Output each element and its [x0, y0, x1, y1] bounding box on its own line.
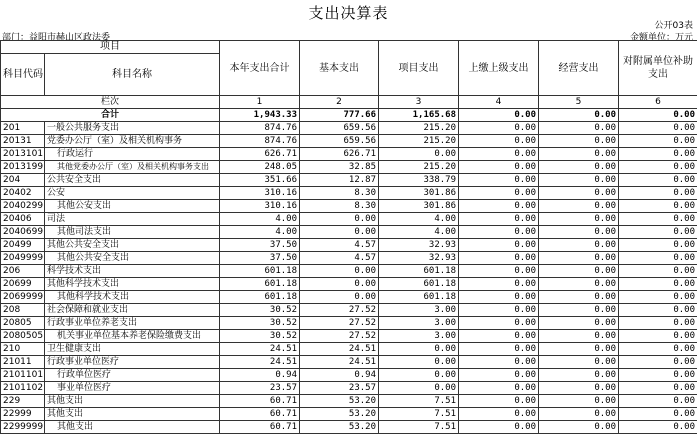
- row-business: 0.00: [539, 356, 619, 369]
- row-total: 626.71: [220, 148, 300, 161]
- table-row: [1, 317, 697, 330]
- table-row: [1, 187, 697, 200]
- row-project: 7.51: [379, 408, 459, 421]
- row-upper: 0.00: [459, 395, 539, 408]
- row-total: 60.71: [220, 421, 300, 434]
- index-2: 2: [300, 96, 379, 109]
- row-basic: 24.51: [300, 356, 379, 369]
- row-project: 3.00: [379, 330, 459, 343]
- row-code: 2101102: [1, 382, 45, 395]
- row-business: 0.00: [539, 304, 619, 317]
- index-5: 5: [539, 96, 619, 109]
- row-total: 24.51: [220, 343, 300, 356]
- row-total: 30.52: [220, 304, 300, 317]
- row-project: 601.18: [379, 291, 459, 304]
- row-total: 310.16: [220, 187, 300, 200]
- row-total: 37.50: [220, 239, 300, 252]
- row-basic: 23.57: [300, 382, 379, 395]
- header-total: 本年支出合计: [220, 41, 300, 96]
- row-total: 0.94: [220, 369, 300, 382]
- row-project: 3.00: [379, 317, 459, 330]
- row-business: 0.00: [539, 395, 619, 408]
- row-subsidy: 0.00: [619, 265, 697, 278]
- index-6: 6: [619, 96, 697, 109]
- row-code: 2069999: [1, 291, 45, 304]
- row-business: 0.00: [539, 317, 619, 330]
- row-upper: 0.00: [459, 421, 539, 434]
- row-name: 其他公共安全支出: [45, 252, 220, 265]
- total-v3: 1,165.68: [379, 109, 459, 122]
- row-business: 0.00: [539, 330, 619, 343]
- row-subsidy: 0.00: [619, 330, 697, 343]
- table-row: [1, 382, 697, 395]
- row-project: 0.00: [379, 343, 459, 356]
- row-name: 其他公共安全支出: [45, 239, 220, 252]
- row-basic: 53.20: [300, 408, 379, 421]
- row-business: 0.00: [539, 161, 619, 174]
- row-subsidy: 0.00: [619, 395, 697, 408]
- row-project: 601.18: [379, 278, 459, 291]
- row-basic: 8.30: [300, 200, 379, 213]
- row-subsidy: 0.00: [619, 369, 697, 382]
- row-basic: 659.56: [300, 135, 379, 148]
- row-upper: 0.00: [459, 382, 539, 395]
- row-project: 4.00: [379, 213, 459, 226]
- row-upper: 0.00: [459, 330, 539, 343]
- row-business: 0.00: [539, 239, 619, 252]
- index-3: 3: [379, 96, 459, 109]
- row-code: 206: [1, 265, 45, 278]
- header-upper: 上缴上级支出: [459, 41, 539, 96]
- row-basic: 659.56: [300, 122, 379, 135]
- row-code: 22999: [1, 408, 45, 421]
- row-basic: 27.52: [300, 330, 379, 343]
- row-business: 0.00: [539, 408, 619, 421]
- row-name: 其他公安支出: [45, 200, 220, 213]
- row-subsidy: 0.00: [619, 278, 697, 291]
- row-subsidy: 0.00: [619, 291, 697, 304]
- row-code: 20805: [1, 317, 45, 330]
- row-code: 2101101: [1, 369, 45, 382]
- row-upper: 0.00: [459, 356, 539, 369]
- row-name: 其他司法支出: [45, 226, 220, 239]
- row-name: 社会保障和就业支出: [45, 304, 220, 317]
- header-business: 经营支出: [539, 41, 619, 96]
- row-business: 0.00: [539, 200, 619, 213]
- row-business: 0.00: [539, 369, 619, 382]
- row-upper: 0.00: [459, 369, 539, 382]
- department-label: 部门：益阳市赫山区政法委: [2, 33, 111, 43]
- row-upper: 0.00: [459, 187, 539, 200]
- row-project: 215.20: [379, 122, 459, 135]
- table-row: [1, 239, 697, 252]
- row-basic: 53.20: [300, 421, 379, 434]
- row-name: 机关事业单位基本养老保险缴费支出: [45, 330, 220, 343]
- table-row: [1, 122, 697, 135]
- row-project: 301.86: [379, 187, 459, 200]
- row-basic: 626.71: [300, 148, 379, 161]
- row-business: 0.00: [539, 187, 619, 200]
- row-code: 2049999: [1, 252, 45, 265]
- row-code: 204: [1, 174, 45, 187]
- row-project: 0.00: [379, 369, 459, 382]
- row-name: 行政运行: [45, 148, 220, 161]
- row-business: 0.00: [539, 265, 619, 278]
- row-code: 2013199: [1, 161, 45, 174]
- row-upper: 0.00: [459, 161, 539, 174]
- row-total: 30.52: [220, 317, 300, 330]
- row-basic: 0.00: [300, 226, 379, 239]
- row-subsidy: 0.00: [619, 148, 697, 161]
- row-business: 0.00: [539, 174, 619, 187]
- table-row: [1, 278, 697, 291]
- row-code: 20499: [1, 239, 45, 252]
- row-code: 20402: [1, 187, 45, 200]
- row-code: 208: [1, 304, 45, 317]
- table-row: [1, 356, 697, 369]
- index-4: 4: [459, 96, 539, 109]
- row-name: 其他科学技术支出: [45, 291, 220, 304]
- row-subsidy: 0.00: [619, 135, 697, 148]
- table-row: [1, 395, 697, 408]
- row-subsidy: 0.00: [619, 317, 697, 330]
- row-name: 卫生健康支出: [45, 343, 220, 356]
- row-project: 215.20: [379, 135, 459, 148]
- row-upper: 0.00: [459, 122, 539, 135]
- row-business: 0.00: [539, 343, 619, 356]
- row-project: 32.93: [379, 239, 459, 252]
- row-project: 0.00: [379, 356, 459, 369]
- table-row: [1, 213, 697, 226]
- row-basic: 27.52: [300, 317, 379, 330]
- row-project: 215.20: [379, 161, 459, 174]
- row-basic: 0.94: [300, 369, 379, 382]
- row-upper: 0.00: [459, 317, 539, 330]
- table-row: [1, 408, 697, 421]
- row-code: 2080505: [1, 330, 45, 343]
- row-subsidy: 0.00: [619, 421, 697, 434]
- table-row: [1, 161, 697, 174]
- row-code: 21011: [1, 356, 45, 369]
- row-name: 一般公共服务支出: [45, 122, 220, 135]
- row-total: 310.16: [220, 200, 300, 213]
- table-row: [1, 304, 697, 317]
- row-code: 20406: [1, 213, 45, 226]
- total-v4: 0.00: [459, 109, 539, 122]
- index-label: 栏次: [1, 96, 220, 109]
- row-upper: 0.00: [459, 239, 539, 252]
- table-row: [1, 369, 697, 382]
- row-total: 601.18: [220, 265, 300, 278]
- header-subsidy: 对附属单位补助支出: [619, 41, 697, 96]
- header-project: 项目: [1, 41, 220, 54]
- row-name: 行政单位医疗: [45, 369, 220, 382]
- row-code: 20699: [1, 278, 45, 291]
- row-total: 4.00: [220, 213, 300, 226]
- row-upper: 0.00: [459, 291, 539, 304]
- table-row: [1, 252, 697, 265]
- table-row: [1, 200, 697, 213]
- row-code: 20131: [1, 135, 45, 148]
- report-title: 支出决算表: [308, 4, 389, 22]
- row-basic: 24.51: [300, 343, 379, 356]
- table-row: [1, 135, 697, 148]
- row-code: 229: [1, 395, 45, 408]
- row-subsidy: 0.00: [619, 252, 697, 265]
- row-name: 党委办公厅（室）及相关机构事务: [45, 135, 220, 148]
- row-basic: 12.87: [300, 174, 379, 187]
- row-name: 行政事业单位养老支出: [45, 317, 220, 330]
- row-project: 7.51: [379, 395, 459, 408]
- row-business: 0.00: [539, 291, 619, 304]
- row-subsidy: 0.00: [619, 122, 697, 135]
- row-project: 601.18: [379, 265, 459, 278]
- row-subsidy: 0.00: [619, 161, 697, 174]
- row-total: 874.76: [220, 135, 300, 148]
- row-project: 32.93: [379, 252, 459, 265]
- row-subsidy: 0.00: [619, 356, 697, 369]
- table-row: [1, 148, 697, 161]
- row-upper: 0.00: [459, 200, 539, 213]
- row-name: 公安: [45, 187, 220, 200]
- row-subsidy: 0.00: [619, 174, 697, 187]
- row-upper: 0.00: [459, 304, 539, 317]
- row-name: 其他科学技术支出: [45, 278, 220, 291]
- row-basic: 0.00: [300, 291, 379, 304]
- row-project: 4.00: [379, 226, 459, 239]
- row-subsidy: 0.00: [619, 226, 697, 239]
- row-basic: 27.52: [300, 304, 379, 317]
- row-subsidy: 0.00: [619, 382, 697, 395]
- row-upper: 0.00: [459, 135, 539, 148]
- table-row: [1, 291, 697, 304]
- row-code: 2013101: [1, 148, 45, 161]
- row-basic: 4.57: [300, 252, 379, 265]
- row-upper: 0.00: [459, 343, 539, 356]
- row-upper: 0.00: [459, 408, 539, 421]
- row-name: 其他支出: [45, 395, 220, 408]
- row-business: 0.00: [539, 421, 619, 434]
- row-business: 0.00: [539, 226, 619, 239]
- total-v2: 777.66: [300, 109, 379, 122]
- row-business: 0.00: [539, 382, 619, 395]
- row-total: 874.76: [220, 122, 300, 135]
- row-business: 0.00: [539, 122, 619, 135]
- index-1: 1: [220, 96, 300, 109]
- form-number: 公开03表: [654, 21, 693, 31]
- row-project: 3.00: [379, 304, 459, 317]
- row-code: 2299999: [1, 421, 45, 434]
- total-v1: 1,943.33: [220, 109, 300, 122]
- row-name: 公共安全支出: [45, 174, 220, 187]
- row-total: 248.05: [220, 161, 300, 174]
- row-business: 0.00: [539, 213, 619, 226]
- row-code: 201: [1, 122, 45, 135]
- row-subsidy: 0.00: [619, 304, 697, 317]
- row-upper: 0.00: [459, 265, 539, 278]
- row-upper: 0.00: [459, 278, 539, 291]
- header-name: 科目名称: [45, 54, 220, 96]
- row-business: 0.00: [539, 278, 619, 291]
- row-name: 司法: [45, 213, 220, 226]
- expenditure-table: [0, 40, 697, 434]
- row-total: 60.71: [220, 408, 300, 421]
- row-upper: 0.00: [459, 226, 539, 239]
- row-subsidy: 0.00: [619, 408, 697, 421]
- row-total: 37.50: [220, 252, 300, 265]
- row-code: 210: [1, 343, 45, 356]
- row-subsidy: 0.00: [619, 200, 697, 213]
- row-project: 301.86: [379, 200, 459, 213]
- row-basic: 0.00: [300, 265, 379, 278]
- header-basic: 基本支出: [300, 41, 379, 96]
- row-name: 科学技术支出: [45, 265, 220, 278]
- row-code: 2040299: [1, 200, 45, 213]
- row-name: 其他支出: [45, 421, 220, 434]
- row-code: 2040699: [1, 226, 45, 239]
- row-total: 30.52: [220, 330, 300, 343]
- row-total: 24.51: [220, 356, 300, 369]
- row-basic: 53.20: [300, 395, 379, 408]
- total-v6: 0.00: [619, 109, 697, 122]
- table-row: [1, 265, 697, 278]
- row-name: 其他党委办公厅（室）及相关机构事务支出: [45, 161, 220, 174]
- row-project: 0.00: [379, 382, 459, 395]
- row-name: 行政事业单位医疗: [45, 356, 220, 369]
- row-name: 事业单位医疗: [45, 382, 220, 395]
- row-basic: 0.00: [300, 213, 379, 226]
- row-upper: 0.00: [459, 252, 539, 265]
- row-total: 4.00: [220, 226, 300, 239]
- row-total: 351.66: [220, 174, 300, 187]
- row-subsidy: 0.00: [619, 213, 697, 226]
- row-total: 601.18: [220, 278, 300, 291]
- row-basic: 4.57: [300, 239, 379, 252]
- row-upper: 0.00: [459, 148, 539, 161]
- header-project-expense: 项目支出: [379, 41, 459, 96]
- row-basic: 0.00: [300, 278, 379, 291]
- row-basic: 32.85: [300, 161, 379, 174]
- table-row: [1, 421, 697, 434]
- row-business: 0.00: [539, 148, 619, 161]
- row-subsidy: 0.00: [619, 239, 697, 252]
- row-basic: 8.30: [300, 187, 379, 200]
- row-project: 7.51: [379, 421, 459, 434]
- row-upper: 0.00: [459, 174, 539, 187]
- table-row: [1, 330, 697, 343]
- table-row: [1, 226, 697, 239]
- total-v5: 0.00: [539, 109, 619, 122]
- row-total: 601.18: [220, 291, 300, 304]
- row-total: 60.71: [220, 395, 300, 408]
- row-project: 338.79: [379, 174, 459, 187]
- table-row: [1, 343, 697, 356]
- total-label: 合计: [1, 109, 220, 122]
- row-upper: 0.00: [459, 213, 539, 226]
- amount-unit: 金额单位：万元: [629, 33, 693, 43]
- row-business: 0.00: [539, 135, 619, 148]
- header-code: 科目代码: [1, 54, 45, 96]
- row-name: 其他支出: [45, 408, 220, 421]
- row-subsidy: 0.00: [619, 187, 697, 200]
- row-project: 0.00: [379, 148, 459, 161]
- row-total: 23.57: [220, 382, 300, 395]
- row-subsidy: 0.00: [619, 343, 697, 356]
- table-row: [1, 174, 697, 187]
- row-business: 0.00: [539, 252, 619, 265]
